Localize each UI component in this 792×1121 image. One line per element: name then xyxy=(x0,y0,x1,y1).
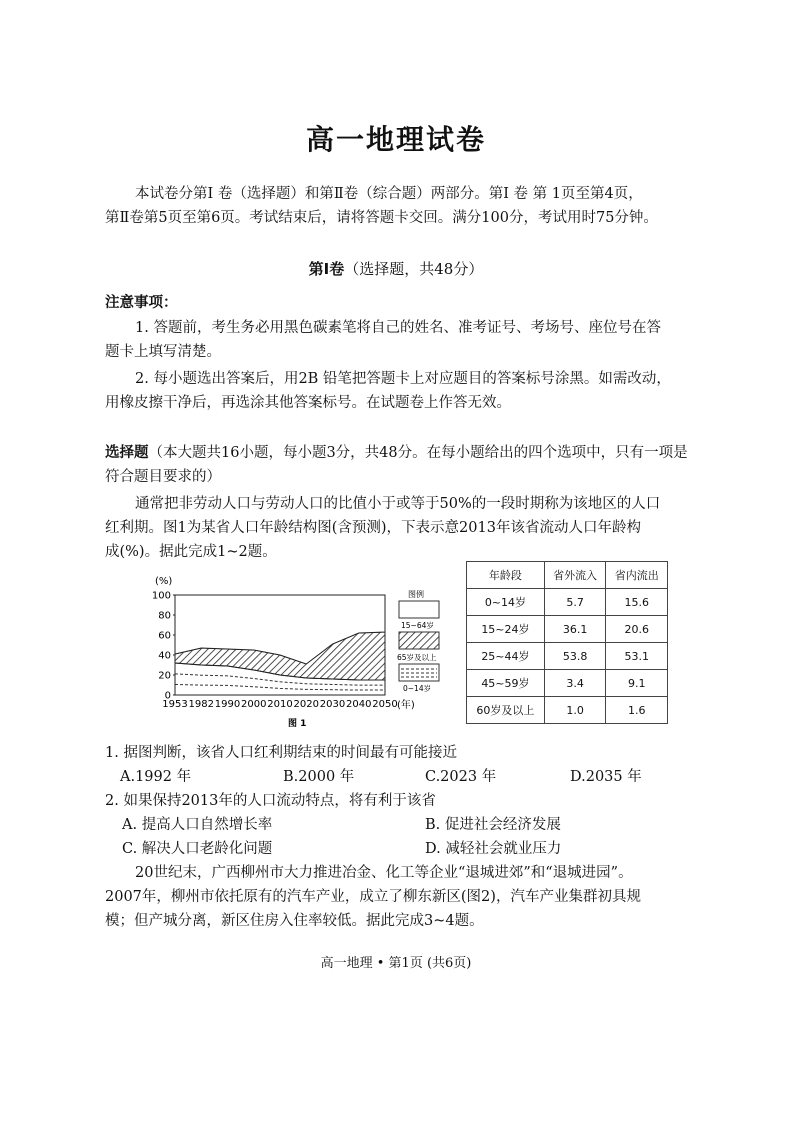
children-dash-line-0 xyxy=(175,684,385,690)
table-cell: 5.7 xyxy=(544,589,606,616)
table-cell: 20.6 xyxy=(606,616,668,643)
q2-option-a: A. 提高人口自然增长率 xyxy=(122,817,273,833)
passage1-line1: 通常把非劳动人口与劳动人口的比值小于或等于50%的一段时期称为该地区的人口 xyxy=(135,496,661,512)
y-tick-label: 40 xyxy=(158,650,171,662)
q2-option-d: D. 减轻社会就业压力 xyxy=(425,841,562,857)
table-cell: 15~24岁 xyxy=(467,616,545,643)
table-header-row xyxy=(467,562,668,589)
table-cell: 53.1 xyxy=(606,643,668,670)
table-cell: 0~14岁 xyxy=(467,589,545,616)
y-tick-label: 60 xyxy=(158,630,171,642)
table-cell: 3.4 xyxy=(544,670,606,697)
table-row xyxy=(467,697,668,724)
x-tick-label: 2050 xyxy=(372,699,398,710)
migration-table xyxy=(466,561,668,724)
choice-desc-line2: 符合题目要求的） xyxy=(105,469,221,485)
chart-legend xyxy=(395,588,445,698)
intro-line-1: 本试卷分第Ⅰ 卷（选择题）和第Ⅱ卷（综合题）两部分。第Ⅰ 卷 第 1页至第4页， xyxy=(135,186,643,202)
q1-option-d: D.2035 年 xyxy=(570,769,642,785)
chart-title: 图 1 xyxy=(288,719,307,729)
page-footer: 高一地理 • 第1页 (共6页) xyxy=(320,956,472,971)
x-tick-label: 2000 xyxy=(241,699,267,710)
notice-item2-line2: 用橡皮擦干净后，再选涂其他答案标号。在试题卷上作答无效。 xyxy=(105,395,511,411)
choice-desc-line1: （本大题共16小题，每小题3分，共48分。在每小题给出的四个选项中，只有一项是 xyxy=(148,445,688,461)
table-header-cell: 省内流出 xyxy=(606,562,668,589)
x-tick-label: 2020 xyxy=(293,699,319,710)
table-row xyxy=(467,670,668,697)
x-tick-label: 1982 xyxy=(188,699,214,710)
q1-option-b: B.2000 年 xyxy=(283,769,355,785)
q2-option-b: B. 促进社会经济发展 xyxy=(425,817,561,833)
y-tick-label: 100 xyxy=(151,590,171,602)
legend-label-working: 15~64岁 xyxy=(401,621,434,630)
table-cell: 53.8 xyxy=(544,643,606,670)
chart-xlabel: (年) xyxy=(397,700,415,711)
table-row xyxy=(467,643,668,670)
q1-stem: 1. 据图判断，该省人口红利期结束的时间最有可能接近 xyxy=(105,745,457,761)
notice-item1-line1: 1. 答题前，考生务必用黑色碳素笔将自己的姓名、准考证号、考场号、座位号在答 xyxy=(135,320,661,336)
table-cell: 15.6 xyxy=(606,589,668,616)
legend-label-elderly: 65岁及以上 xyxy=(397,653,437,662)
table-cell: 9.1 xyxy=(606,670,668,697)
section-heading-bold: 第Ⅰ卷 xyxy=(308,260,345,278)
legend-swatch-elderly xyxy=(399,632,439,649)
intro-line-2: 第Ⅱ卷第5页至第6页。考试结束后，请将答题卡交回。满分100分，考试用时75分钟。 xyxy=(105,210,658,226)
x-tick-label: 2010 xyxy=(267,699,293,710)
legend-swatch-working xyxy=(399,601,439,618)
table-header-cell: 省外流入 xyxy=(544,562,606,589)
notice-item2-line1: 2. 每小题选出答案后，用2B 铅笔把答题卡上对应题目的答案标号涂黑。如需改动， xyxy=(135,371,671,387)
section-heading xyxy=(0,258,792,279)
notice-heading: 注意事项： xyxy=(105,295,178,311)
table-cell: 45~59岁 xyxy=(467,670,545,697)
passage2-line2: 2007年，柳州市依托原有的汽车产业，成立了柳东新区(图2)，汽车产业集群初具规 xyxy=(105,889,641,905)
y-tick-label: 80 xyxy=(158,610,171,622)
choice-heading-line xyxy=(105,441,688,462)
passage2-line1: 20世纪末，广西柳州市大力推进冶金、化工等企业“退城进郊”和“退城进园”。 xyxy=(135,865,633,881)
q1-option-a: A.1992 年 xyxy=(120,769,192,785)
table-cell: 36.1 xyxy=(544,616,606,643)
passage1-line3: 成(%)。据此完成1~2题。 xyxy=(105,544,277,560)
table-row xyxy=(467,589,668,616)
choice-heading: 选择题 xyxy=(105,445,149,461)
passage2-line3: 模；但产城分离，新区住房入住率较低。据此完成3~4题。 xyxy=(105,913,484,929)
chart-ylabel: (%) xyxy=(155,576,173,587)
x-tick-label: 1953 xyxy=(162,699,188,710)
y-tick-label: 20 xyxy=(158,670,171,682)
page-title: 高一地理试卷 xyxy=(305,123,486,156)
table-cell: 1.6 xyxy=(606,697,668,724)
x-tick-label: 1990 xyxy=(214,699,241,710)
table-header-cell: 年龄段 xyxy=(467,562,545,589)
q2-stem: 2. 如果保持2013年的人口流动特点，将有利于该省 xyxy=(105,793,436,809)
legend-label-children: 0~14岁 xyxy=(403,684,432,693)
table-cell: 25~44岁 xyxy=(467,643,545,670)
section-heading-rest: （选择题，共48分） xyxy=(344,260,484,278)
notice-item1-line2: 题卡上填写清楚。 xyxy=(105,344,221,360)
x-tick-label: 2030 xyxy=(319,699,346,710)
y-tick-label: 0 xyxy=(164,690,171,702)
q1-option-c: C.2023 年 xyxy=(425,769,497,785)
q2-option-c: C. 解决人口老龄化问题 xyxy=(122,841,273,857)
table-row xyxy=(467,616,668,643)
x-tick-label: 2040 xyxy=(346,699,372,710)
legend-title: 图例 xyxy=(408,590,424,599)
table-cell: 1.0 xyxy=(544,697,606,724)
table-cell: 60岁及以上 xyxy=(467,697,545,724)
passage1-line2: 红利期。图1为某省人口年龄结构图(含预测)，下表示意2013年该省流动人口年龄构 xyxy=(105,520,641,536)
